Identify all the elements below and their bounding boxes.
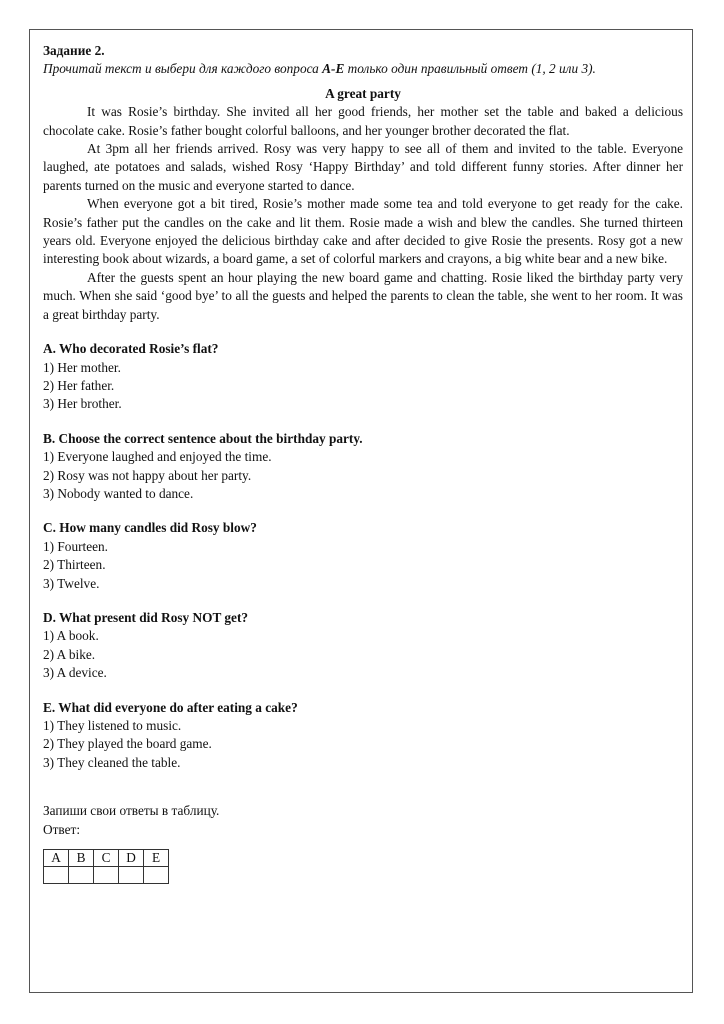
answer-table-header-row xyxy=(44,850,169,867)
instruction-text-end: только один правильный ответ (1, 2 или 3). xyxy=(344,61,596,77)
answer-table xyxy=(43,849,169,884)
question-b xyxy=(43,430,683,504)
answer-option: 2) A bike. xyxy=(43,646,96,662)
story-paragraph: When everyone got a bit tired, Rosie’s mother made some tea and told everyone to get ready for the cake. Rosie’s father put the candles on the cake and lit them. Rosie made a wish and blew the candles. She turned thirteen years old. Everyone enjoyed the delicious birthday cake and after decided to give Rosie the presents. Rosy got a new interesting book about wizards, a board game, a set of colorful markers and crayons, a big white bear and a new bike. xyxy=(43,196,683,267)
story-paragraph: It was Rosie’s birthday. She invited all her good friends, her mother set the table and baked a delicious chocolate cake. Rosie’s father bought colorful balloons, and her younger brother decorated the flat. xyxy=(43,104,683,138)
answer-table-entry-row xyxy=(44,867,169,884)
answer-section xyxy=(43,802,683,884)
question-title: E. What did everyone do after eating a cake? xyxy=(43,699,298,715)
answer-option: 1) Everyone laughed and enjoyed the time. xyxy=(43,449,272,465)
answer-column-e: E xyxy=(144,850,169,867)
question-e xyxy=(43,699,683,773)
instruction-range: A-E xyxy=(322,61,345,77)
instruction-text-start: Прочитай текст и выбери для каждого вопроса xyxy=(43,61,323,77)
answer-option: 1) Her mother. xyxy=(43,359,121,375)
question-title: D. What present did Rosy NOT get? xyxy=(43,609,249,625)
question-a xyxy=(43,340,683,414)
answer-option: 2) Her father. xyxy=(43,377,115,393)
answer-cell-e[interactable] xyxy=(144,867,169,884)
answer-column-a: A xyxy=(44,850,69,867)
answer-option: 2) They played the board game. xyxy=(43,736,212,752)
answer-option: 3) Nobody wanted to dance. xyxy=(43,485,194,501)
task-instruction xyxy=(43,60,683,78)
answer-option: 2) Thirteen. xyxy=(43,557,106,573)
worksheet xyxy=(43,42,683,884)
answer-cell-d[interactable] xyxy=(119,867,144,884)
answer-label: Ответ: xyxy=(43,821,81,837)
answer-cell-c[interactable] xyxy=(94,867,119,884)
question-title: C. How many candles did Rosy blow? xyxy=(43,520,257,536)
question-title: A. Who decorated Rosie’s flat? xyxy=(43,341,219,357)
answer-option: 2) Rosy was not happy about her party. xyxy=(43,467,252,483)
story-paragraph: After the guests spent an hour playing the new board game and chatting. Rosie liked the birthday party very much. When she said ‘good bye’ to all the guests and helped the parents to clean the table, she went to her room. It was a great birthday party. xyxy=(43,269,683,322)
story-title: A great party xyxy=(325,85,401,101)
question-c xyxy=(43,519,683,593)
answer-option: 1) Fourteen. xyxy=(43,538,108,554)
question-d xyxy=(43,609,683,683)
question-title: B. Choose the correct sentence about the birthday party. xyxy=(43,430,363,446)
answer-option: 3) A device. xyxy=(43,665,107,681)
answer-cell-b[interactable] xyxy=(69,867,94,884)
answer-cell-a[interactable] xyxy=(44,867,69,884)
answer-option: 3) They cleaned the table. xyxy=(43,754,181,770)
answer-column-c: C xyxy=(94,850,119,867)
answer-option: 3) Her brother. xyxy=(43,396,122,412)
story-paragraph: At 3pm all her friends arrived. Rosy was very happy to see all of them and invited to the table. Everyone laughed, ate potatoes and salads, wished Rosy ‘Happy Birthday’ and told different funny stories. After dinner her parents turned on the music and everyone started to dance. xyxy=(43,141,683,193)
answer-option: 1) A book. xyxy=(43,628,99,644)
answer-option: 3) Twelve. xyxy=(43,575,100,591)
answer-option: 1) They listened to music. xyxy=(43,718,182,733)
answer-column-d: D xyxy=(119,850,144,867)
answer-instruction: Запиши свои ответы в таблицу. xyxy=(43,803,220,819)
task-title: Задание 2. xyxy=(43,43,105,58)
answer-column-b: B xyxy=(69,850,94,867)
